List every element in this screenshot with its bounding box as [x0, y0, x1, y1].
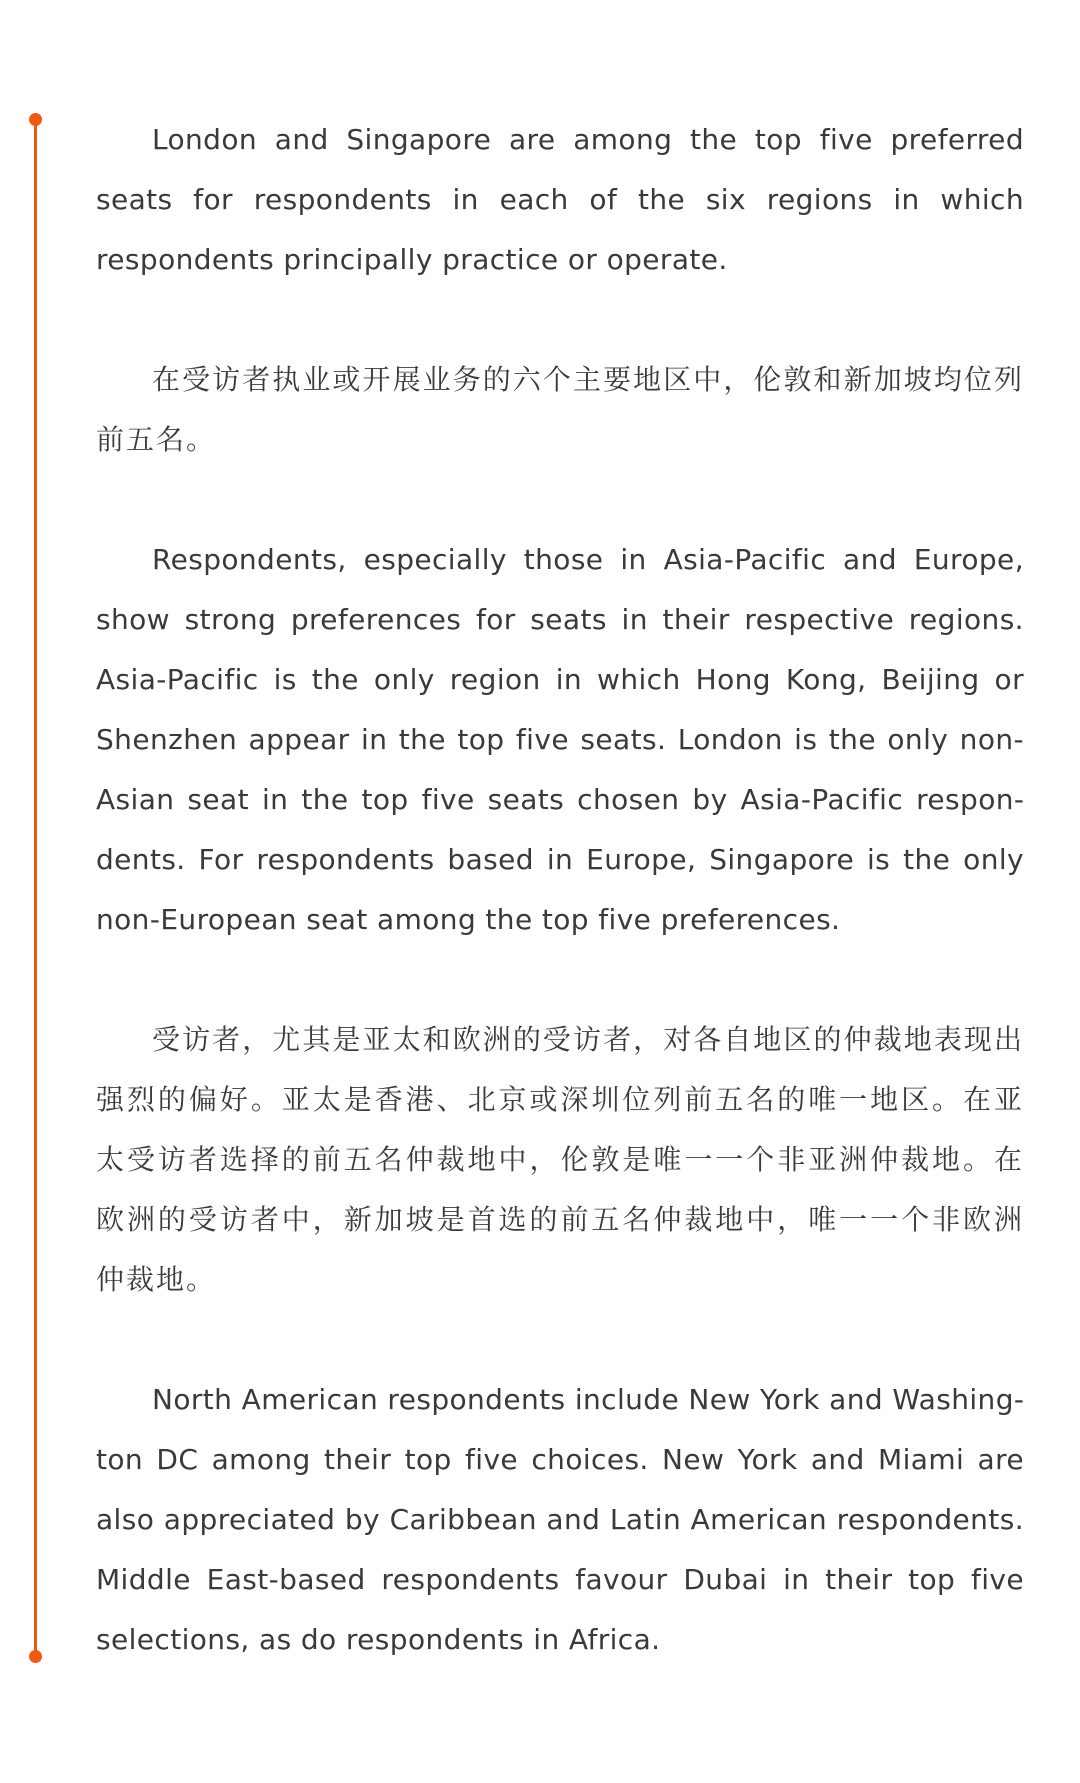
timeline-dot-top [29, 113, 42, 126]
paragraph-zh-2: 受访者，尤其是亚太和欧洲的受访者，对各自地区的仲裁地表现出强烈的偏好。亚太是香港、北京或深圳位列前五名的唯一地区。在亚太受访者选择的前五名仲裁地中，伦敦是唯一一个非亚洲仲裁地。在欧洲的受访者中，新加坡是首选的前五名仲裁地中，唯一一个非欧洲仲裁地。 [96, 1023, 1024, 1296]
paragraph-en-2: Respondents, especially those in Asia-Pacific and Europe, show strong preferences for seats in their respective regions. Asia-Pacific is the only region in which Hong Kong, Beijing or Shenzhen appear in the top five seats. London is the only non-Asian seat in the top five seats chosen by Asia-Pacific respondents. For respondents based in Europe, Singapore is the only non-European seat among the top five preferences. [96, 543, 1024, 936]
paragraph-en-1: London and Singapore are among the top five preferred seats for respondents in each of the six regions in which respondents principally practice or operate. [96, 123, 1024, 276]
paragraph-en-3: North American respondents include New York and Washington DC among their top five choices. New York and Miami are also appreciated by Caribbean and Latin American respondents. Middle East-based respondents favour Dubai in their top five selections, as do respondents in Africa. [96, 1383, 1024, 1656]
article-body [96, 110, 1024, 1670]
paragraph-zh-1: 在受访者执业或开展业务的六个主要地区中，伦敦和新加坡均位列前五名。 [96, 363, 1024, 456]
timeline-dot-bottom [29, 1650, 42, 1663]
timeline-line [34, 120, 37, 1656]
